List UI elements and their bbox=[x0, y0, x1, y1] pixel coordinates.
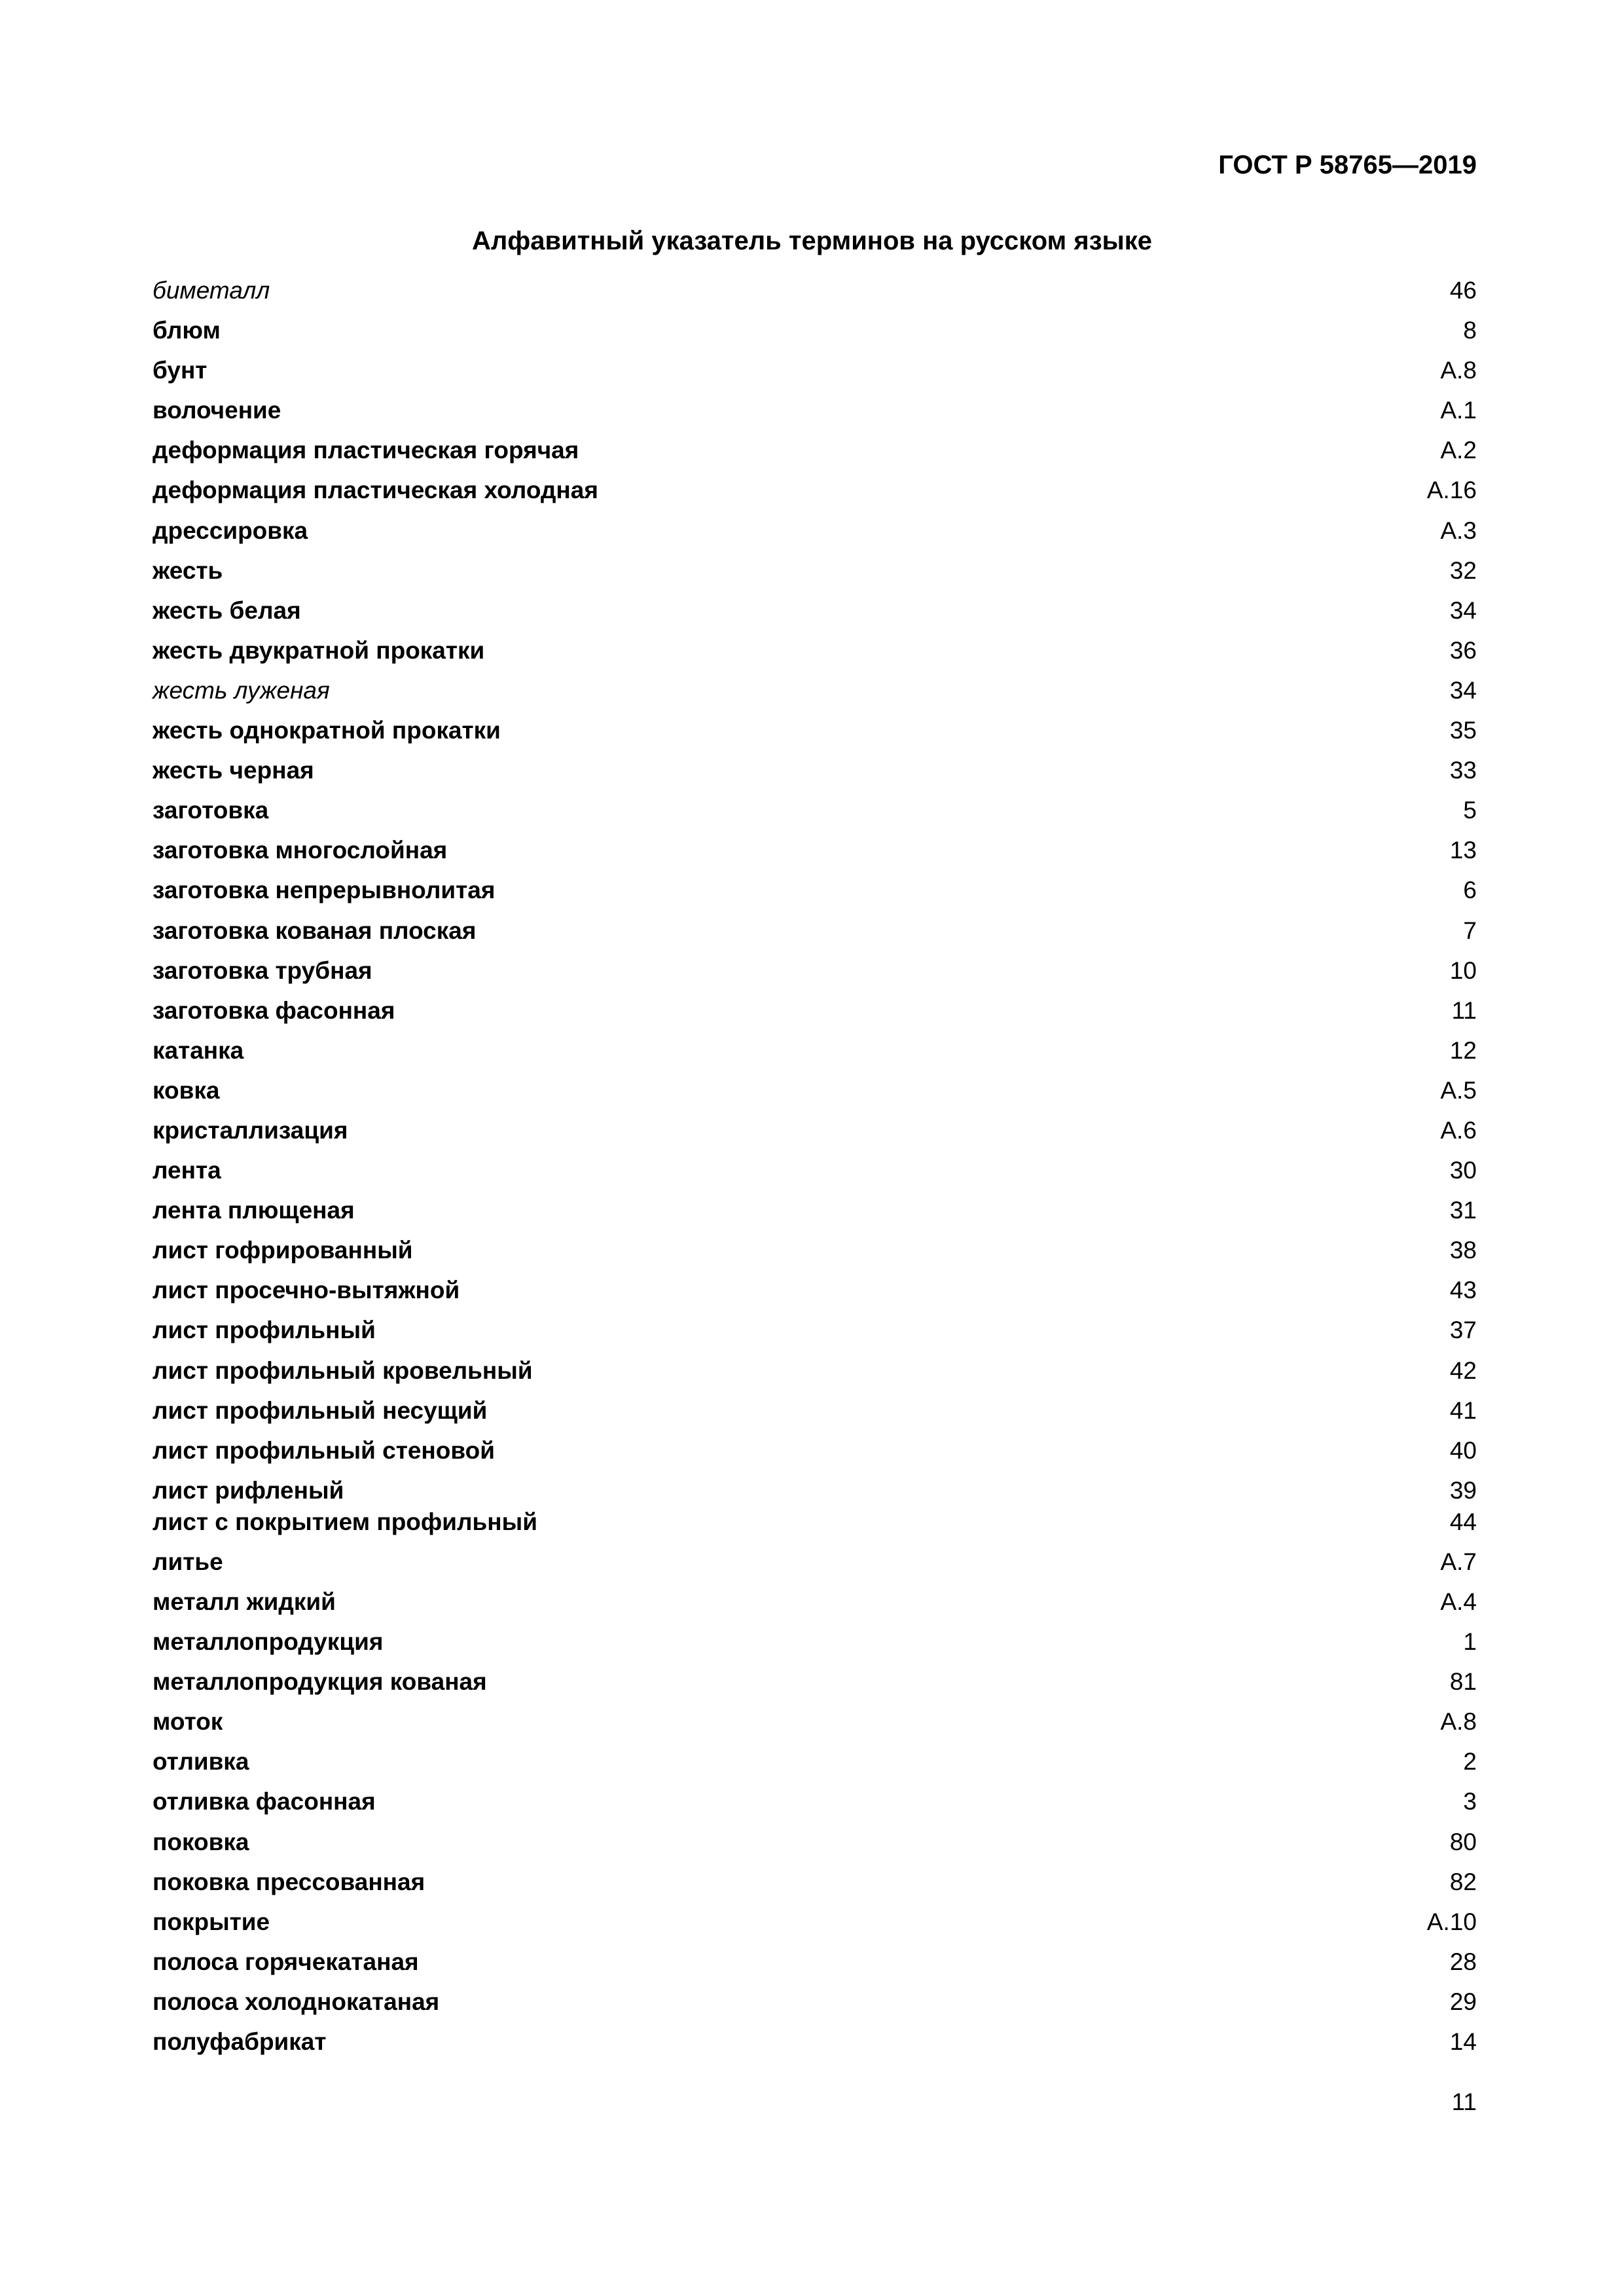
index-term: лист рифленый bbox=[153, 1476, 344, 1504]
index-title: Алфавитный указатель терминов на русском языке bbox=[471, 227, 1153, 255]
index-reference: 6 bbox=[1463, 877, 1477, 904]
index-reference: 1 bbox=[1463, 1628, 1477, 1656]
index-entry bbox=[153, 595, 1477, 635]
index-entry bbox=[153, 1666, 1477, 1706]
index-reference: 34 bbox=[1449, 596, 1477, 624]
index-entry bbox=[153, 1867, 1477, 1906]
index-reference: А.7 bbox=[1440, 1548, 1477, 1575]
index-entry bbox=[153, 1827, 1477, 1867]
index-term: заготовка многослойная bbox=[153, 837, 448, 864]
index-entry bbox=[153, 1195, 1477, 1235]
index-reference: А.10 bbox=[1426, 1908, 1477, 1935]
index-entry bbox=[153, 995, 1477, 1035]
index-term: металл жидкий bbox=[153, 1588, 336, 1615]
standard-designation: ГОСТ Р 58765—2019 bbox=[1218, 151, 1477, 179]
index-term: деформация пластическая горячая bbox=[153, 437, 579, 464]
index-entry bbox=[153, 1075, 1477, 1115]
index-reference: 30 bbox=[1449, 1157, 1477, 1184]
index-reference: 80 bbox=[1449, 1828, 1477, 1855]
index-entry bbox=[153, 635, 1477, 675]
index-entry bbox=[153, 1355, 1477, 1395]
index-term: жесть однократной прокатки bbox=[153, 717, 501, 744]
index-term: лист просечно-вытяжной bbox=[153, 1277, 460, 1304]
index-term: дрессировка bbox=[153, 517, 308, 544]
index-entry bbox=[153, 1475, 1477, 1506]
index-entry bbox=[153, 1546, 1477, 1586]
index-entry bbox=[153, 475, 1477, 515]
index-term: полуфабрикат bbox=[153, 2028, 327, 2056]
index-term: заготовка кованая плоская bbox=[153, 917, 477, 944]
index-reference: 39 bbox=[1449, 1476, 1477, 1504]
index-entry bbox=[153, 1395, 1477, 1435]
index-term: ковка bbox=[153, 1076, 220, 1104]
index-term: лист профильный стеновой bbox=[153, 1436, 495, 1464]
index-term: блюм bbox=[153, 317, 221, 344]
index-term: заготовка непрерывнолитая bbox=[153, 877, 496, 904]
index-reference: 44 bbox=[1449, 1508, 1477, 1535]
index-entry bbox=[153, 675, 1477, 715]
index-term: лист гофрированный bbox=[153, 1237, 413, 1264]
index-entry bbox=[153, 1626, 1477, 1666]
index-term: деформация пластическая холодная bbox=[153, 477, 598, 504]
index-reference: А.2 bbox=[1440, 437, 1477, 464]
index-entry bbox=[153, 555, 1477, 595]
index-term: литье bbox=[153, 1548, 223, 1575]
index-reference: А.4 bbox=[1440, 1588, 1477, 1615]
index-term: заготовка трубная bbox=[153, 957, 372, 984]
index-reference: 46 bbox=[1449, 277, 1477, 304]
index-term: жесть черная bbox=[153, 757, 314, 784]
index-reference: 10 bbox=[1449, 957, 1477, 984]
index-reference: 5 bbox=[1463, 797, 1477, 824]
index-term: заготовка фасонная bbox=[153, 996, 395, 1024]
index-entry bbox=[153, 1946, 1477, 1986]
index-entry bbox=[153, 1235, 1477, 1275]
index-term: поковка bbox=[153, 1828, 249, 1855]
index-reference: 13 bbox=[1449, 837, 1477, 864]
index-entry bbox=[153, 1786, 1477, 1826]
index-reference: 28 bbox=[1449, 1948, 1477, 1975]
index-reference: 43 bbox=[1449, 1277, 1477, 1304]
index-reference: А.5 bbox=[1440, 1076, 1477, 1104]
index-term: кристаллизация bbox=[153, 1116, 348, 1144]
index-reference: 41 bbox=[1449, 1396, 1477, 1424]
index-reference: 31 bbox=[1449, 1197, 1477, 1224]
index-term: жесть луженая bbox=[153, 676, 330, 704]
index-term: катанка bbox=[153, 1036, 244, 1064]
index-entry bbox=[153, 1986, 1477, 2026]
index-reference: 7 bbox=[1463, 917, 1477, 944]
index-reference: 14 bbox=[1449, 2028, 1477, 2056]
page-number: 11 bbox=[1451, 2088, 1477, 2115]
index-entry bbox=[153, 715, 1477, 755]
index-reference: А.1 bbox=[1440, 397, 1477, 424]
index-entry bbox=[153, 1315, 1477, 1355]
index-reference: 81 bbox=[1449, 1668, 1477, 1696]
index-term: жесть белая bbox=[153, 596, 301, 624]
index-term: лента плющеная bbox=[153, 1197, 355, 1224]
index-entry bbox=[153, 1155, 1477, 1195]
index-reference: 34 bbox=[1449, 676, 1477, 704]
index-term: лист профильный bbox=[153, 1317, 376, 1344]
index-entry bbox=[153, 2026, 1477, 2066]
index-entry bbox=[153, 755, 1477, 795]
index-entry bbox=[153, 1506, 1477, 1546]
index-entry bbox=[153, 875, 1477, 915]
index-reference: 35 bbox=[1449, 717, 1477, 744]
index-entry bbox=[153, 1115, 1477, 1155]
index-term: жесть двукратной прокатки bbox=[153, 636, 485, 664]
index-term: отливка bbox=[153, 1748, 249, 1776]
index-entry bbox=[153, 1746, 1477, 1786]
index-entry bbox=[153, 1706, 1477, 1746]
index-reference: 32 bbox=[1449, 556, 1477, 584]
index-reference: 2 bbox=[1463, 1748, 1477, 1776]
index-entry bbox=[153, 395, 1477, 435]
index-term: бунт bbox=[153, 357, 208, 384]
index-term: заготовка bbox=[153, 797, 269, 824]
index-reference: 38 bbox=[1449, 1237, 1477, 1264]
index-reference: 82 bbox=[1449, 1868, 1477, 1895]
index-reference: 11 bbox=[1451, 996, 1477, 1024]
index-reference: 40 bbox=[1449, 1436, 1477, 1464]
index-term: отливка фасонная bbox=[153, 1788, 376, 1815]
index-entry bbox=[153, 1435, 1477, 1475]
index-term: покрытие bbox=[153, 1908, 270, 1935]
index-reference: 42 bbox=[1449, 1357, 1477, 1384]
index-entry bbox=[153, 355, 1477, 395]
index-reference: 8 bbox=[1463, 317, 1477, 344]
index-entry bbox=[153, 1906, 1477, 1946]
index-reference: 12 bbox=[1449, 1036, 1477, 1064]
index-entry bbox=[153, 795, 1477, 835]
index-reference: А.3 bbox=[1440, 517, 1477, 544]
index-reference: А.8 bbox=[1440, 357, 1477, 384]
index-entry bbox=[153, 1035, 1477, 1075]
index-term: лента bbox=[153, 1157, 221, 1184]
index-term: поковка прессованная bbox=[153, 1868, 425, 1895]
index-term: лист с покрытием профильный bbox=[153, 1508, 537, 1535]
index-term: металлопродукция bbox=[153, 1628, 384, 1656]
index-reference: 37 bbox=[1449, 1317, 1477, 1344]
index-entry bbox=[153, 315, 1477, 355]
index-reference: А.8 bbox=[1440, 1708, 1477, 1736]
index-entry bbox=[153, 915, 1477, 955]
index-entry bbox=[153, 1586, 1477, 1626]
index-entry bbox=[153, 515, 1477, 555]
index-term: полоса холоднокатаная bbox=[153, 1988, 440, 2015]
index-reference: 33 bbox=[1449, 757, 1477, 784]
index-term: биметалл bbox=[153, 277, 270, 304]
index-term: волочение bbox=[153, 397, 281, 424]
index-term: лист профильный кровельный bbox=[153, 1357, 533, 1384]
index-entry bbox=[153, 275, 1477, 315]
index-entry bbox=[153, 835, 1477, 875]
index-reference: 3 bbox=[1463, 1788, 1477, 1815]
index-reference: 29 bbox=[1449, 1988, 1477, 2015]
index-term: лист профильный несущий bbox=[153, 1396, 488, 1424]
index-term: моток bbox=[153, 1708, 223, 1736]
index-term: металлопродукция кованая bbox=[153, 1668, 487, 1696]
term-index-list bbox=[153, 275, 1477, 2066]
index-reference: А.6 bbox=[1440, 1116, 1477, 1144]
index-entry bbox=[153, 435, 1477, 475]
index-reference: А.16 bbox=[1426, 477, 1477, 504]
index-entry bbox=[153, 1275, 1477, 1315]
index-term: жесть bbox=[153, 556, 223, 584]
index-reference: 36 bbox=[1449, 636, 1477, 664]
index-term: полоса горячекатаная bbox=[153, 1948, 419, 1975]
index-entry bbox=[153, 955, 1477, 995]
